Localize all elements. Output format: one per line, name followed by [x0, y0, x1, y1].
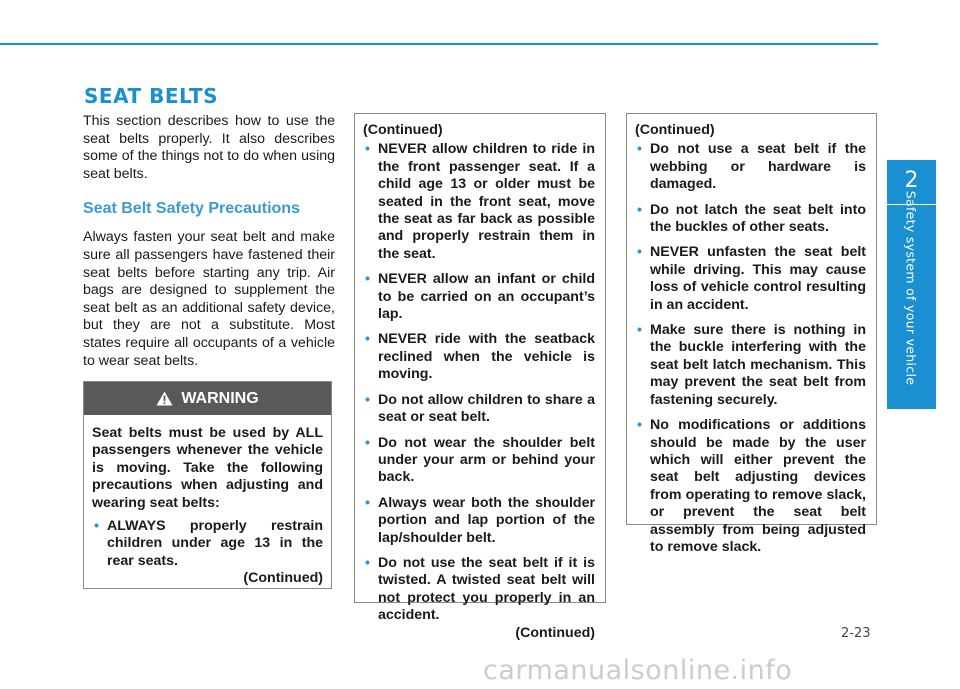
warning-triangle-icon — [156, 391, 173, 406]
list-item: • Do not use a seat belt if the webbing or hardware is damaged. — [635, 141, 866, 193]
continued-label: (Continued) — [243, 570, 323, 587]
continued-label: (Continued) — [363, 122, 443, 138]
chapter-number: 2 — [904, 168, 919, 193]
warning-continuation-box-1 — [354, 113, 606, 641]
list-item: • NEVER ride with the seatback reclined when the vehicle is moving. — [363, 331, 595, 383]
chapter-label: Safety system of your vehicle — [903, 190, 919, 386]
precautions-heading: Seat Belt Safety Precautions — [83, 200, 300, 218]
section-title: SEAT BELTS — [84, 84, 218, 108]
list-item: • Do not wear the shoulder belt under your arm or behind your back. — [363, 435, 595, 487]
list-item: • NEVER allow an infant or child to be carried on an occupant’s lap. — [363, 271, 595, 323]
header-rule — [0, 43, 878, 45]
list-item: • Always wear both the shoulder portion and lap portion of the lap/shoulder belt. — [363, 495, 595, 547]
continued-label: (Continued) — [635, 122, 715, 138]
chapter-tab[interactable] — [887, 160, 936, 409]
warning-title: WARNING — [181, 389, 259, 407]
page-number: 2-23 — [841, 626, 871, 641]
precaution-list — [635, 141, 866, 556]
list-item: • ALWAYS properly restrain children under age 13 in the rear seats. — [92, 518, 323, 570]
warning-header — [84, 382, 331, 415]
list-item: • NEVER unfasten the seat belt while driving. This may cause loss of vehicle control resulting in an accident. — [635, 244, 866, 314]
precautions-paragraph: Always fasten your seat belt and make sure all passengers have fastened their seat belts before starting any trip. Air bags are designed to supplement the seat belt as an additional safety device, but they are not a substitute. Most states require all occupants of a vehicle to wear seat belts. — [83, 229, 335, 369]
list-item: • NEVER allow children to ride in the front passenger seat. If a child age 13 or older must be seated in the front seat, move the seat as far back as possible and properly restrain them in the seat. — [363, 141, 595, 263]
list-item: • Do not latch the seat belt into the buckles of other seats. — [635, 202, 866, 237]
intro-paragraph: This section describes how to use the seat belts properly. It also describes some of the things not to do when using seat belts. — [83, 113, 335, 182]
intro-column — [83, 113, 335, 370]
list-item: • Do not allow children to share a seat or seat belt. — [363, 392, 595, 427]
warning-list — [92, 518, 323, 570]
warning-continuation-box-2 — [626, 113, 877, 555]
list-item: • No modifications or additions should be made by the user which will either prevent the seat belt adjusting devices from operating to remove slack, or prevent the seat belt assembly from being adjusted to remove slack. — [635, 417, 866, 556]
list-item: • Do not use the seat belt if it is twisted. A twisted seat belt will not protect you properly in an accident. — [363, 555, 595, 625]
continued-label: (Continued) — [515, 624, 595, 641]
list-item: • Make sure there is nothing in the buckle interfering with the seat belt latch mechanism. This may prevent the seat belt from fastening securely. — [635, 322, 866, 409]
warning-body — [84, 415, 331, 588]
warning-intro: Seat belts must be used by ALL passengers whenever the vehicle is moving. Take the following precautions when adjusting and wearing seat belts: — [92, 425, 323, 511]
watermark: carmanualsonline.info — [483, 655, 793, 686]
precaution-list — [363, 141, 595, 624]
warning-box — [83, 381, 332, 589]
